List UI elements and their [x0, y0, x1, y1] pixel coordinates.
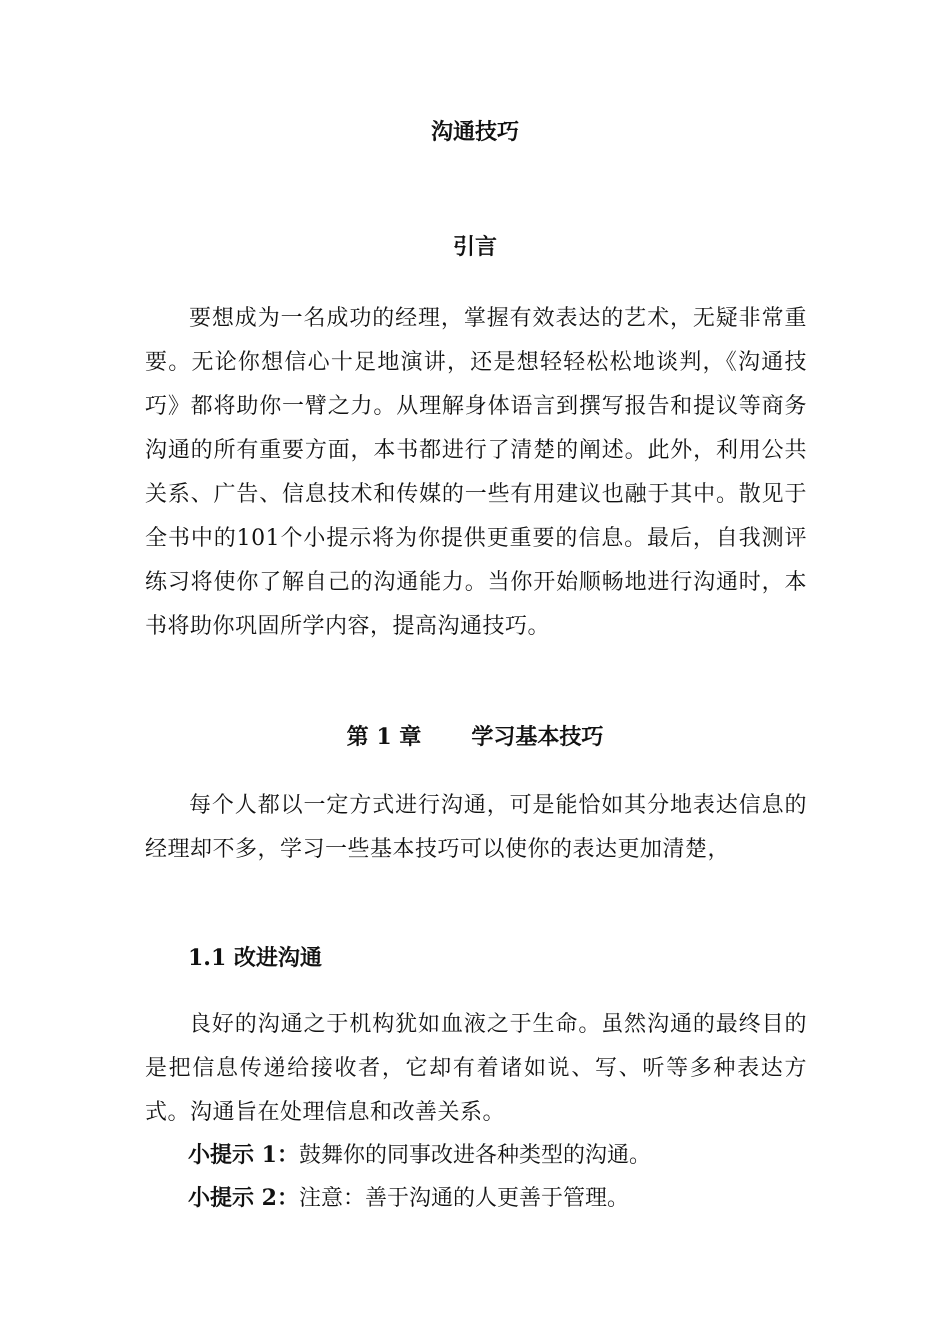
section-heading: 1.1 改进沟通	[188, 945, 322, 971]
tip-label: 小提示 2：	[188, 1185, 299, 1211]
document-title: 沟通技巧	[430, 119, 519, 145]
chapter-heading	[0, 717, 950, 757]
chapter-number: 第 1 章	[346, 724, 422, 750]
tip-label: 小提示 1：	[188, 1142, 299, 1168]
section-paragraph: 良好的沟通之于机构犹如血液之于生命。虽然沟通的最终目的是把信息传递给接收者，它却有着诸如说、写、听等多种表达方式。沟通旨在处理信息和改善关系。	[145, 1012, 807, 1125]
tip-text: 鼓舞你的同事改进各种类型的沟通。	[298, 1143, 651, 1168]
intro-paragraph: 要想成为一名成功的经理，掌握有效表达的艺术，无疑非常重要。无论你想信心十足地演讲，还是想轻轻松松地谈判，《沟通技巧》都将助你一臂之力。从理解身体语言到撰写报告和提议等商务沟通的所有重要方面，本书都进行了清楚的阐述。此外，利用公共关系、广告、信息技术和传媒的一些有用建议也融于其中。散见于全书中的101个小提示将为你提供更重要的信息。最后，自我测评练习将使你了解自己的沟通能力。当你开始顺畅地进行沟通时，本书将助你巩固所学内容，提高沟通技巧。	[145, 306, 807, 639]
chapter-paragraph: 每个人都以一定方式进行沟通，可是能恰如其分地表达信息的经理却不多，学习一些基本技巧可以使你的表达更加清楚，	[145, 793, 807, 862]
tip-text: 注意：善于沟通的人更善于管理。	[298, 1186, 629, 1211]
tip-1	[188, 1133, 651, 1178]
intro-heading: 引言	[452, 234, 497, 260]
tip-2	[188, 1176, 629, 1221]
chapter-title: 学习基本技巧	[471, 724, 604, 750]
